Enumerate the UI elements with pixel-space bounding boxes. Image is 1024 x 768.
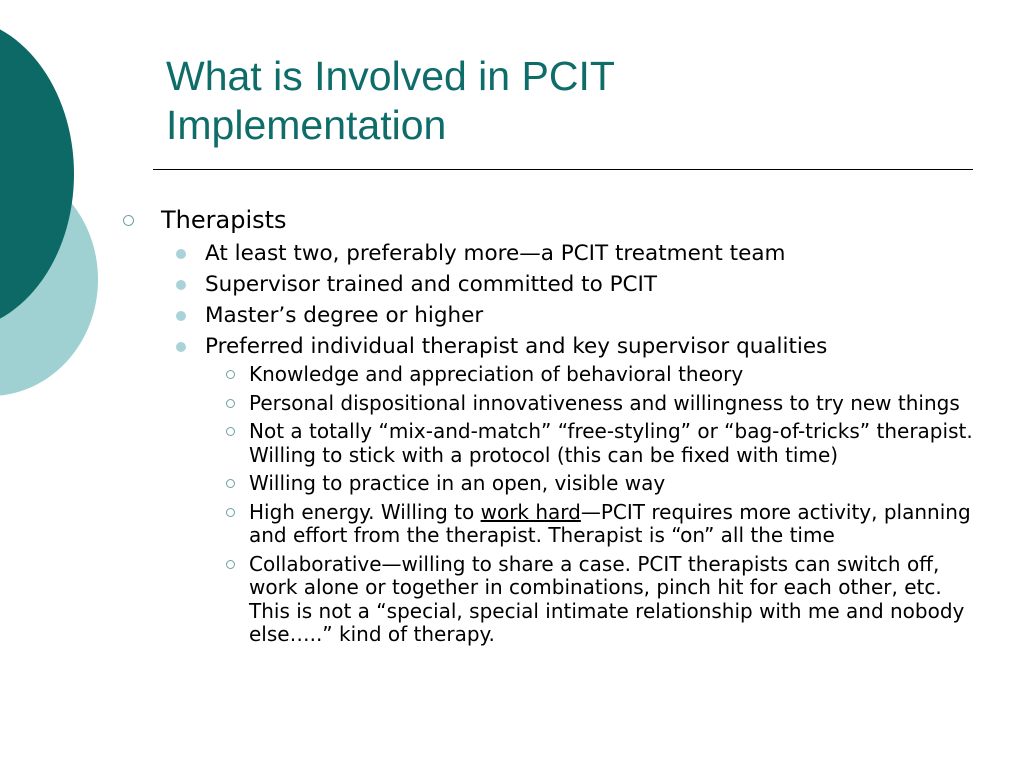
hollow-circle-bullet-icon (226, 427, 235, 436)
qualities-list (249, 363, 974, 652)
requirements-list (205, 238, 975, 362)
filled-circle-bullet-icon (176, 311, 186, 321)
list-item-text: Willing to practice in an open, visible way (249, 471, 666, 495)
list-item (205, 238, 975, 269)
list-item (249, 420, 974, 467)
list-item-text: Personal dispositional innovativeness and willingness to try new things (249, 390, 960, 415)
list-item (249, 553, 974, 647)
list-item (249, 392, 974, 416)
list-item (249, 472, 974, 496)
slide-title-line-1: What is Involved in PCIT (166, 53, 615, 99)
list-item-text: Knowledge and appreciation of behavioral theory (249, 362, 744, 386)
underlined-text: work hard (480, 499, 581, 524)
list-item-text (249, 500, 971, 548)
list-item (205, 269, 975, 300)
slide-title-line-2: Implementation (166, 102, 447, 148)
list-item-text: At least two, preferably more—a PCIT treatment team (205, 241, 786, 266)
list-item (249, 501, 974, 548)
list-item (205, 331, 975, 362)
list-item-text: Preferred individual therapist and key supervisor qualities (205, 334, 828, 359)
filled-circle-bullet-icon (176, 280, 186, 290)
hollow-circle-bullet-icon (226, 560, 235, 569)
text-segment: High energy. Willing to (249, 499, 481, 524)
list-item (205, 300, 975, 331)
list-item (249, 363, 974, 387)
hollow-circle-bullet-icon (123, 215, 134, 226)
list-item-text: Supervisor trained and committed to PCIT (205, 272, 658, 297)
hollow-circle-bullet-icon (226, 508, 235, 517)
list-item-text: Not a totally “mix-and-match” “free-styling” or “bag-of-tricks” therapist. Willing to stick with a protocol (this can be fixed with time) (249, 419, 973, 467)
list-item-text: Master’s degree or higher (205, 303, 484, 328)
list-item-text: Collaborative—willing to share a case. PCIT therapists can switch off, work alone or together in combinations, pinch hit for each other, etc. This is not a “special, special intimate relationship with me and nobody else…..” kind of therapy. (249, 551, 965, 646)
text-segment: —PCIT requires more activity, planning and effort from the therapist. Therapist is “on” all the time (249, 499, 971, 547)
heading-therapists: Therapists (161, 206, 287, 234)
filled-circle-bullet-icon (176, 249, 186, 259)
hollow-circle-bullet-icon (226, 370, 235, 379)
filled-circle-bullet-icon (176, 342, 186, 352)
hollow-circle-bullet-icon (226, 399, 235, 408)
hollow-circle-bullet-icon (226, 479, 235, 488)
